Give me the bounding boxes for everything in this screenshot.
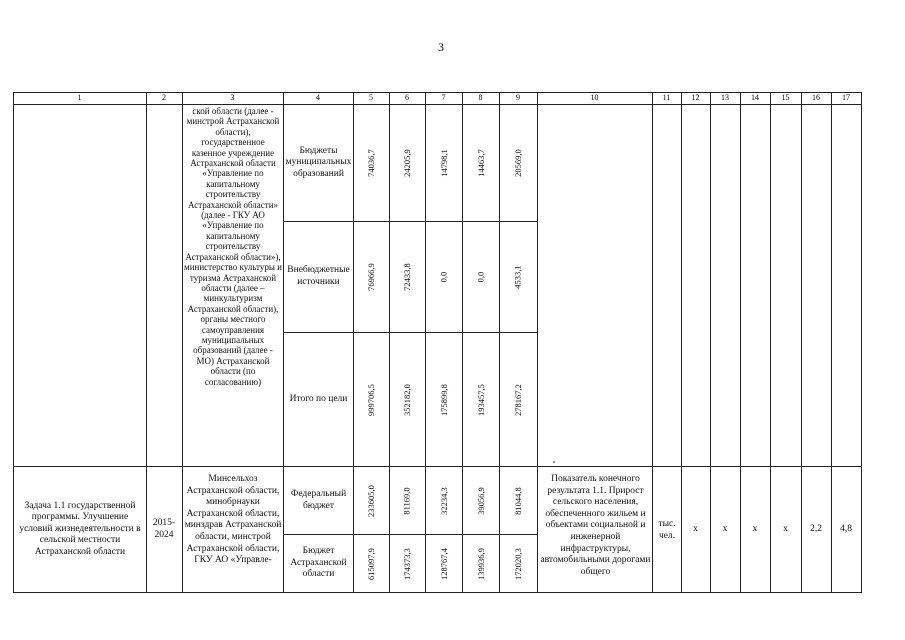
column-number: 13 [721,93,729,102]
task-cell: Задача 1.1 государственной программы. Улучшение условий жизнедеятельности в сельской местности Астраханской области [19,500,141,557]
value-cell: 81169,0 [402,486,412,515]
funding-source-cell: Федеральный бюджет [290,488,347,511]
column-number: 12 [691,93,700,102]
table-bottom-border [13,592,862,593]
executors-cell: ской области (далее - минстрой Астраханской области), государственное казенное учреждение Астраханской области «Управление по капитальному строительству Астраханской области» (далее - ГКУ АО «Управление по капитальному строительству Астраханской области»), министерство культуры и туризма Астраханской области (далее – минкультуризм Астраханской области), органы местного самоуправления муниципальных образований (далее - МО) Астраханской области (по согласованию) [184,106,282,387]
value-cell: 72433,8 [402,263,412,291]
col-border [740,92,741,592]
column-number: 17 [842,93,850,102]
value-cell: 81044,8 [513,486,523,515]
indicator-value: 4,8 [840,524,852,535]
value-cell: 74036,7 [366,149,376,177]
value-cell: 128767,4 [438,547,449,580]
col-border [770,92,771,592]
column-number: 6 [405,93,409,102]
value-cell: 139936,9 [475,547,486,580]
column-number: 3 [230,93,235,102]
indicator-value: 2,2 [810,524,822,535]
column-number: 1 [77,93,82,102]
page-number: 3 [438,40,444,54]
column-number: 11 [662,93,671,102]
column-number: 14 [751,93,759,102]
col-border [681,92,682,592]
executors-cell: Минсельхоз Астраханской области, минобрнауки Астраханской области, минздрав Астраханской области, минстрой Астраханской области, ГКУ АО «Управле- [184,474,282,566]
funding-source-cell: Внебюджетные источники [287,265,350,287]
period-cell: 2015-2024 [152,517,176,540]
value-cell: 76966,9 [366,263,376,291]
value-cell: 4533,1 [513,265,523,289]
x-marker: х [752,524,758,535]
x-marker: х [693,524,698,535]
value-cell: 24205,9 [402,149,412,177]
value-cell: 14798,1 [438,149,449,177]
value-cell: 615097,9 [366,547,376,580]
funding-source-cell: Итого по цели [289,393,348,404]
funding-source-cell: Бюджет Астраханской области [290,546,347,580]
column-number: 9 [516,93,520,102]
col-border [831,92,832,592]
value-cell: 20569,0 [513,149,523,177]
value-cell: 999706,5 [366,383,376,416]
value-cell: 0,0 [475,271,486,283]
column-number: 16 [812,93,820,102]
col-border [861,92,862,592]
column-number: 10 [590,93,599,102]
value-cell: 233605,0 [366,484,376,517]
value-cell: 32234,3 [438,486,449,515]
scan-speck [553,461,555,463]
x-marker: х [722,524,728,535]
value-cell: 39056,9 [475,486,486,515]
funding-source-cell: Бюджеты муниципальных образований [285,145,352,179]
col-border [710,92,711,592]
column-number: 7 [441,93,446,102]
col-border [182,92,183,592]
column-number: 4 [316,93,320,102]
col-border [13,92,14,592]
column-number: 2 [162,93,166,102]
value-cell: 352182,0 [402,383,412,416]
value-cell: 14463,7 [475,149,486,177]
column-number: 5 [369,93,373,102]
value-cell: 172020,3 [513,547,523,580]
col-border [283,92,284,592]
unit-cell: тыс. чел. [658,519,676,541]
x-marker: х [783,524,788,535]
col-border [801,92,802,592]
value-cell: 174373,3 [402,547,412,580]
column-number: 8 [478,93,483,102]
value-cell: 0,0 [438,271,449,283]
value-cell: 193457,5 [475,383,486,416]
value-cell: 175899,8 [438,383,449,416]
col-border [537,92,538,592]
column-number: 15 [781,93,790,102]
value-cell: 278167,2 [513,383,523,416]
indicator-cell: Показатель конечного результата 1.1. Прирост сельского населения, обеспеченного жильем и объектами социальной и инженерной инфраструктуры, автомобильными дорогами общего [540,474,651,577]
